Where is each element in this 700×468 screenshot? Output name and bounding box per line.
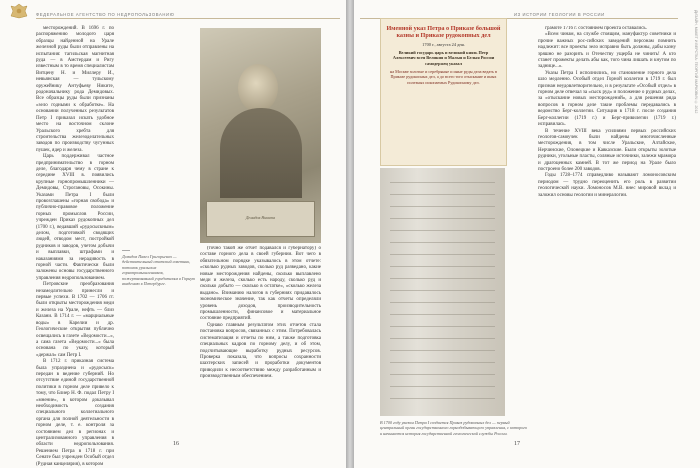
manuscript-line — [390, 386, 495, 387]
coat-of-arms-icon — [8, 2, 30, 20]
manuscript-line — [390, 290, 495, 291]
paragraph: (точно такой же отчет подавался и губернатору) о составе горного дела в своей губернии. Вот чего в обязательном порядке указывалось в этом отчете: «сколько рудных заводов, сколько руд разведано, какие новые месторождения найдены, сколько выплавлено меди и железа, сколько есть народу, сколько руд и сколько добыто — сколько в остатке», «сколько железа выдано». Взиманию налогов в губерниях придавалось экономическое значение, так как отчеты определяли уровень доходов, производительность промышленности, финансовое и материальное состояние предприятий. — [200, 246, 321, 322]
manuscript-line — [390, 278, 495, 279]
manuscript-line — [390, 362, 495, 363]
vertical-credit-strip — [690, 0, 700, 468]
portrait-plaque — [206, 201, 315, 237]
ukaz-body-continued: на Москве золотые и серебряные и иные руды дела ведать в Приказе рудокопных дел, а до всего того отыскание и иных полезных ископаемых Рудокопному дел. — [390, 69, 497, 85]
left-column-3 — [200, 246, 321, 434]
paragraph: Однако главным результатом этих отчетов стала постановка вопросов, связанных с этим. Потребовалась систематизация и отчеты по ним, а также подготовка специальных кадров по горному делу, и об этом, подсчитывающие выработку рудных ресурсов. Проверка показала, что вопросы сохранности шахтерских записей и проработки документов приводили к несоответствию между разработанным и производственным обеспечением. — [200, 322, 321, 380]
page-number-right: 17 — [514, 441, 520, 447]
manuscript-line — [390, 338, 495, 339]
manuscript-line — [390, 314, 495, 315]
manuscript-line — [390, 350, 495, 351]
manuscript-line — [390, 326, 495, 327]
manuscript-line — [390, 302, 495, 303]
portrait-body — [220, 108, 302, 198]
portrait-image — [200, 28, 321, 243]
portrait-face — [238, 64, 278, 112]
manuscript-line — [390, 254, 495, 255]
portrait-caption: Демидов Павел Григорьевич — действительный статский советник, потомок уральских горнопромышленников, пожертвовавший учредителям в Горную академию в Петербурге. — [122, 254, 196, 287]
manuscript-line — [390, 398, 495, 399]
paragraph: Царь поддерживал частное предпринимательство в горном деле, благодаря чему в стране к середине XVIII в. появились крупные горнопромышленники — Демидовы, Строгановы, Осокины. Указами Петра I были провозглашены «горная свобода» и публично-правовое положение горных промыслов России, учрежден Приказ рудокопных дел (1700 г.), ведавший «рудосыскным» делом, подготовкой сводящих людей, отводом мест, постройкой рудников и заводов, учетом добычи и выплавки, штрафами и наказаниями за нерадивость в горной части. Фактически были заложены основы государственного управления недропользованием. — [36, 154, 114, 281]
manuscript-line — [390, 194, 495, 195]
left-column-2-top — [122, 26, 196, 426]
header-rule — [36, 18, 340, 19]
vertical-credit: ДИЗАЙН, МАКЕТ И ВЕРСТКА: ГЕОРГИЙ МАРКОВИЧ © 2012 — [694, 10, 698, 114]
scroll-caption: В 1700 году указом Петра I создается Приказ рудокопных дел — первый центральный орган государственного горнодобывающего управления, с которого и начинается история государственной геологической службы России. — [380, 420, 528, 436]
manuscript-line — [390, 374, 495, 375]
ukaz-body: Великий государь царь и великий князь Петр Алексеевич всея Великия и Малыя и Белыя России самодержец указал — [392, 50, 495, 66]
ukaz-panel — [380, 18, 507, 166]
manuscript-line — [390, 182, 495, 183]
running-header-right: ИЗ ИСТОРИИ ГЕОЛОГИИ В РОССИИ — [514, 12, 605, 17]
paragraph: Указы Петра I исполнились, но становление горного дела шло медленно. Особый отдел Горной коллегии в 1719 г. был признан неудовлетворительно, и в результате «Особый отдел» в горном деле отвечал за «сыск руд» и положение о рудных делах, за «отыскание новых месторождений», а для решения ряда вопросов в горном деле такие проблемы передавались в ведомство Берг-коллегии. Ситуация в 1718 г. после создания Берг-коллегии (1719 г.) и Берг-привилегии (1719 г.) исправилась. — [538, 70, 676, 128]
paragraph: «Всем чинам, на службе стоящим, мануфактур советники и прочие важных рос-сийских заведений персонам помнить надлежит: все проекты зело исправно быть должны, дабы казну зряшно не разорить и Отечеству ущерба не чинить! А кто станет прожекты делать абы как, того чина лишать и кнутом по заднице...». — [538, 32, 676, 70]
paragraph: месторождений. В 1696 г. по распоряжению молодого царя образцы найденной на Урале железной руды были отправлены на испытания: тагильская магнитная руда — в Амстердам и Ригу известным в то время специалистам Витцену Н. и Миллеру И., невьянская — тульскому оружейнику Антуфьеву Никите, родоначальнику рода Демидовых. Все образцы руды были признаны «зело годными к обработке». На основании полученных результатов Петр I приказал искать удобное место на восточном склоне Уральского хребта для строительства железоделательных заводов по производству чугунных пушек, ядер и железа. — [36, 26, 114, 153]
left-column-1 — [36, 26, 114, 467]
ukaz-title: Именной указ Петра о Приказе большой казны и Приказе рудокопных дел — [386, 25, 501, 39]
plaque-text: Демидов Никита — [245, 215, 276, 220]
manuscript-line — [390, 218, 495, 219]
paragraph: В 1712 г. приказная система была упразднена и «рудосыск» передан в ведение губерний. Но отсутствие единой государственной политики в горном деле привело к тому, что Блиер Н. Ф. подал Петру I «мнение», в котором доказывал необходимость создания специального коллегиального органа для полной деятельности в горном деле, т. е. контроля за состоянием дел в регионах и централизованного управления в области недропользования. Решением Петра в 1718 г. при Сенате был учрежден Особый отдел (Рудная канцелярия), в котором — [36, 359, 114, 467]
manuscript-scroll-image — [380, 168, 505, 416]
ukaz-date: 1700 г., августа 24 дня. — [422, 42, 465, 47]
left-page — [0, 0, 346, 468]
right-column — [538, 26, 676, 446]
paragraph: Годы 1728–1774 справедливо называют ломоносовским периодом — трудно переоценить его роль в развитии геологической науки. Ломоносов М.В. внес мировой вклад и заложил основы геологии и минералогии. — [538, 173, 676, 198]
paragraph: В течение XVIII века усилиями первых российских геологов-самоучек были найдены многочисленные месторождения, в том числе Уральские, Алтайские, Нерчинские, Олонецкие и Кавказские. Были открыты золотые рудники, угольные пласты, соляные источники, залежи мрамора и драгоценных камней. В тот же период на Урале было построено более 200 заводов. — [538, 128, 676, 172]
paragraph: грамоте 1716 г. состоянием проекта оставались. — [545, 26, 647, 31]
caption-rule — [122, 250, 130, 251]
paragraph: Петровские преобразования незамедлительно принесли и первые успехи. В 1702 — 1706 гг. были открыты месторождения меди и железа на Урале, нефть — близ Казани. В 1714 г. — «марциальные воды» в Карелии и др. Геологические открытия публично освещались в газете «Ведомости...», а сама газета «Ведомости...» была основана по указу, который «держал» сам Петр I. — [36, 282, 114, 358]
manuscript-line — [390, 206, 495, 207]
manuscript-line — [390, 266, 495, 267]
page-number-left: 16 — [173, 441, 179, 447]
manuscript-line — [390, 230, 495, 231]
manuscript-line — [390, 242, 495, 243]
book-gutter — [346, 0, 354, 468]
running-header-left: ФЕДЕРАЛЬНОЕ АГЕНТСТВО ПО НЕДРОПОЛЬЗОВАНИЮ — [36, 12, 175, 17]
